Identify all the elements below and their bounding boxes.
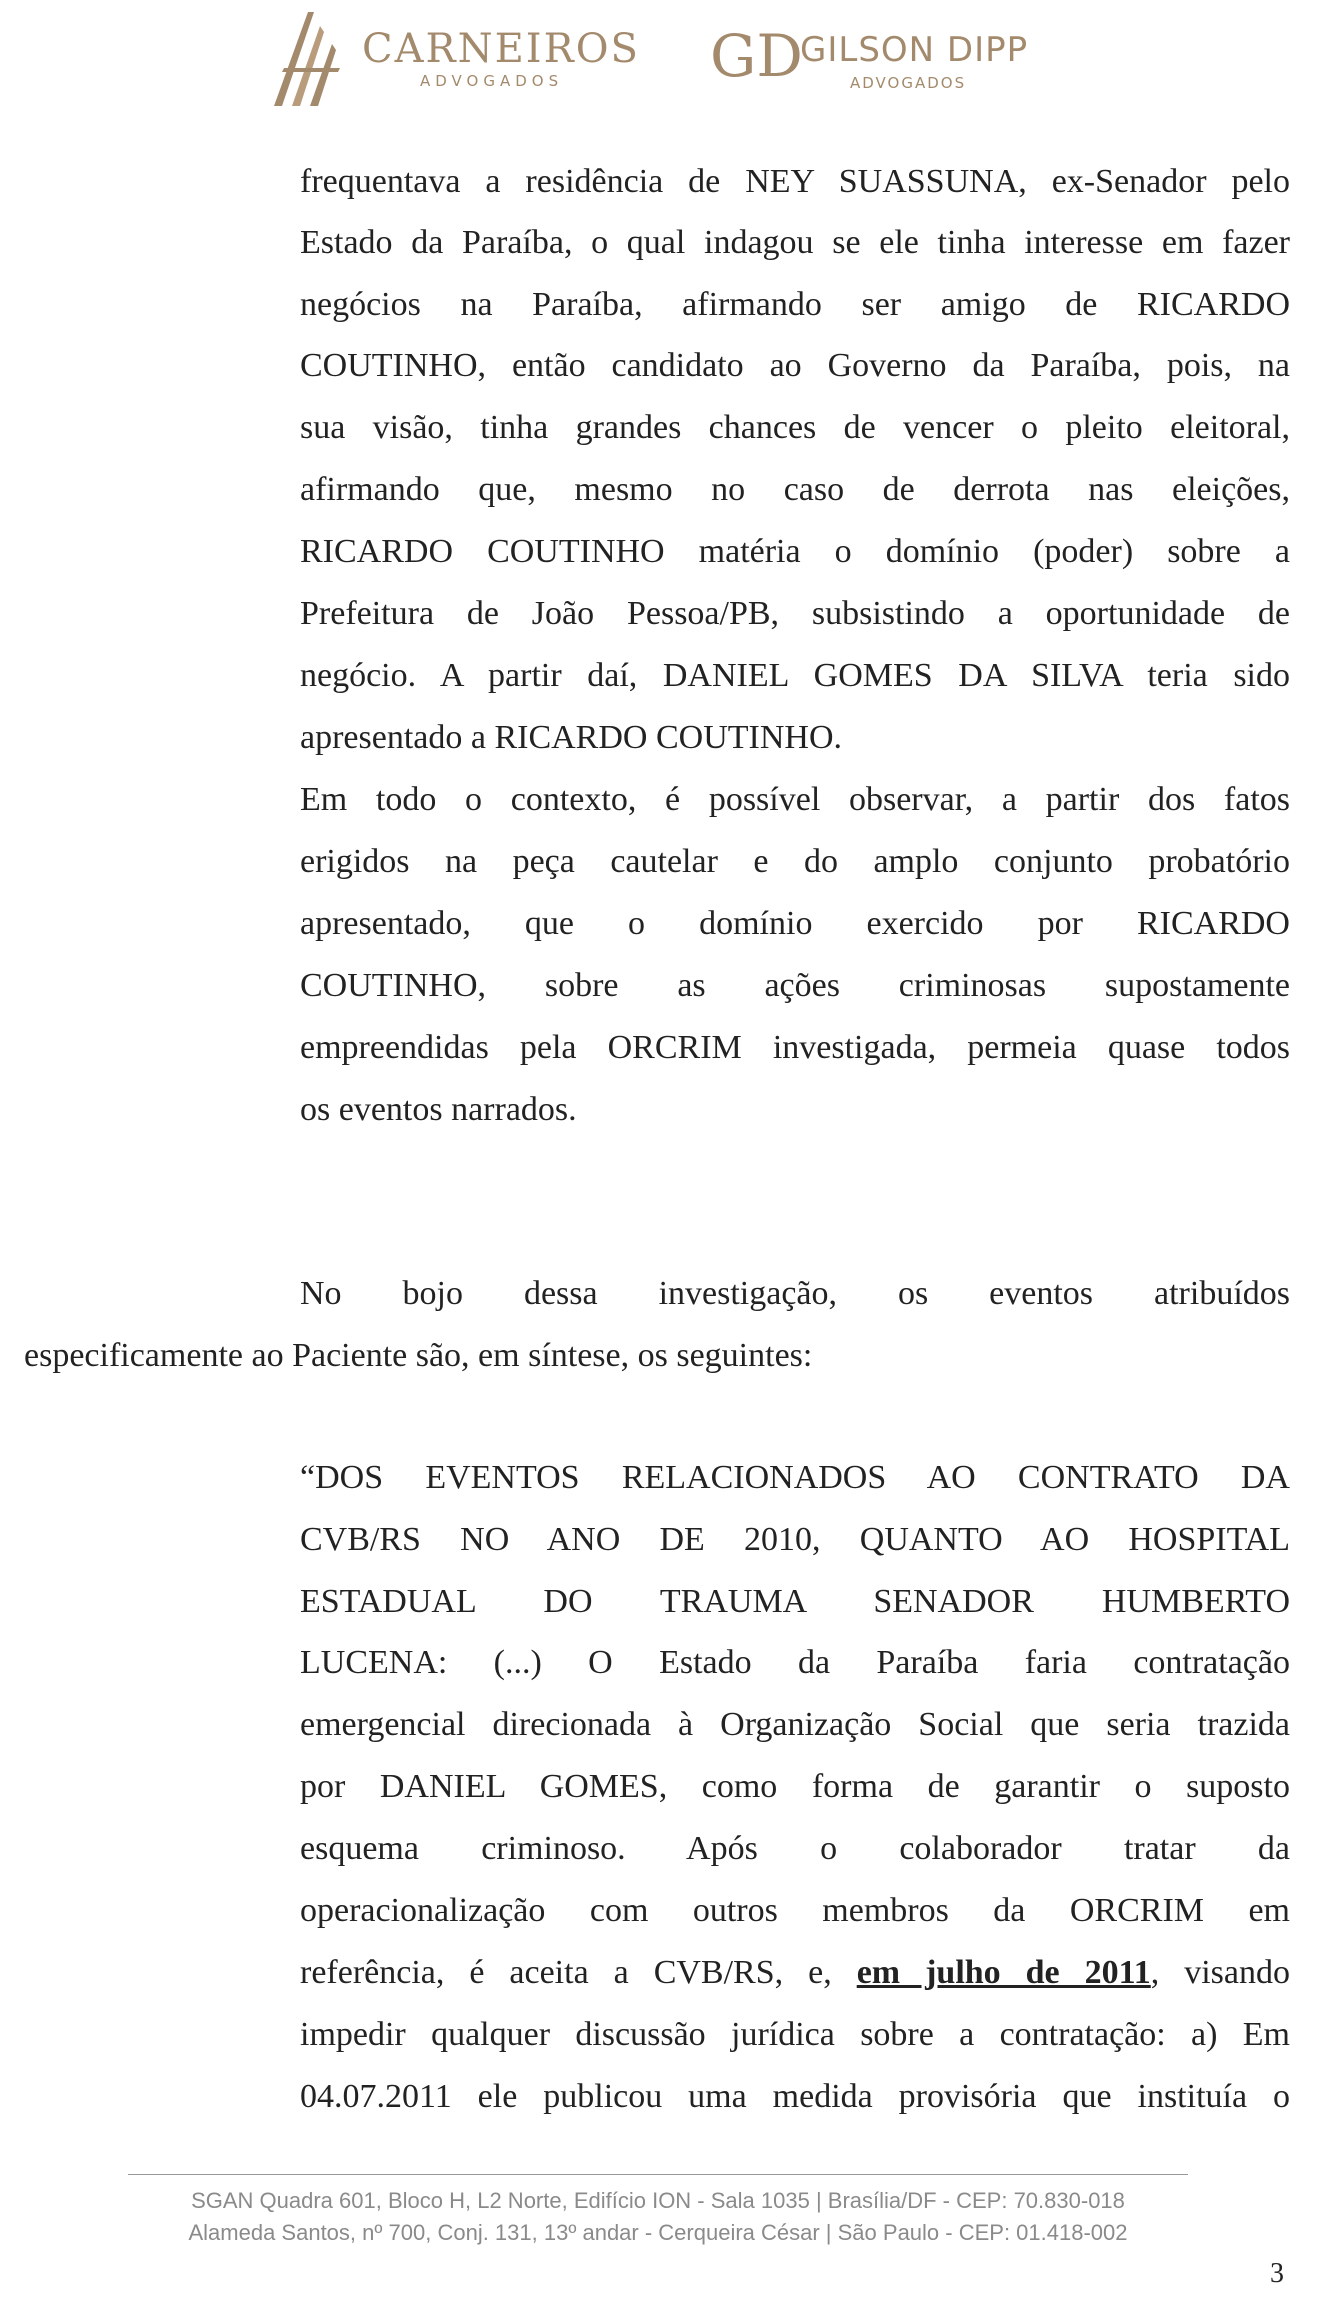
quote-line: esquema criminoso. Após o colaborador tratar da [300,1830,1290,1867]
text-line: os eventos narrados. [300,1091,577,1128]
text-line: frequentava a residência de NEY SUASSUNA, ex-Senador pelo [300,163,1290,200]
text-line: Estado da Paraíba, o qual indagou se ele tinha interesse em fazer [300,224,1290,261]
text-line: negócio. A partir daí, DANIEL GOMES DA SILVA teria sido [300,657,1290,694]
quote-line: 04.07.2011 ele publicou uma medida provisória que instituía o [300,2078,1290,2115]
text-line: Em todo o contexto, é possível observar, a partir dos fatos [300,781,1290,818]
page-number: 3 [1270,2258,1284,2289]
quote-line: ESTADUAL DO TRAUMA SENADOR HUMBERTO [300,1583,1290,1620]
text-line: sua visão, tinha grandes chances de vencer o pleito eleitoral, [300,409,1290,446]
footer-address-brasilia: SGAN Quadra 601, Bloco H, L2 Norte, Edifício ION - Sala 1035 | Brasília/DF - CEP: 70.830-018 [191,2188,1125,2213]
footer-address-sao-paulo: Alameda Santos, nº 700, Conj. 131, 13º andar - Cerqueira César | São Paulo - CEP: 01.418-002 [188,2220,1128,2245]
quote-emphasis: em julho de 2011 [856,1954,1151,1991]
quote-line: LUCENA: (...) O Estado da Paraíba faria contratação [300,1644,1290,1681]
text-line: COUTINHO, então candidato ao Governo da Paraíba, pois, na [300,347,1290,384]
footer-divider [128,2174,1188,2175]
quote-line: operacionalização com outros membros da ORCRIM em [300,1892,1290,1929]
intro-line: No bojo dessa investigação, os eventos atribuídos [300,1275,1290,1312]
carneiros-logo-icon [270,6,348,110]
carneiros-name: CARNEIROS [362,26,640,72]
quote-text: , visando [1150,1954,1291,1991]
text-line: negócios na Paraíba, afirmando ser amigo de RICARDO [300,286,1290,323]
gilson-dipp-subtitle: ADVOGADOS [850,74,967,92]
text-line: empreendidas pela ORCRIM investigada, permeia quase todos [300,1029,1290,1066]
quote-line [300,1951,1290,1995]
gilson-dipp-name: GILSON DIPP [800,30,1029,70]
intro-line: especificamente ao Paciente são, em síntese, os seguintes: [24,1337,813,1374]
quote-line: emergencial direcionada à Organização Social que seria trazida [300,1706,1290,1743]
monogram-text: GD [710,22,803,90]
carneiros-subtitle: ADVOGADOS [420,72,564,90]
text-line: RICARDO COUTINHO matéria o domínio (poder) sobre a [300,533,1290,570]
quote-line: “DOS EVENTOS RELACIONADOS AO CONTRATO DA [300,1459,1290,1496]
text-line: apresentado, que o domínio exercido por RICARDO [300,905,1290,942]
letterhead [270,0,1070,120]
quote-text: referência, é aceita a CVB/RS, e, [300,1954,832,1991]
text-line: apresentado a RICARDO COUTINHO. [300,719,843,756]
quote-line: CVB/RS NO ANO DE 2010, QUANTO AO HOSPITAL [300,1521,1290,1558]
text-line: Prefeitura de João Pessoa/PB, subsistindo a oportunidade de [300,595,1290,632]
gilson-dipp-monogram-icon [708,18,803,98]
text-line: erigidos na peça cautelar e do amplo conjunto probatório [300,843,1290,880]
text-line: afirmando que, mesmo no caso de derrota nas eleições, [300,471,1290,508]
quote-line: por DANIEL GOMES, como forma de garantir o suposto [300,1768,1290,1805]
text-line: COUTINHO, sobre as ações criminosas supostamente [300,967,1290,1004]
quote-line: impedir qualquer discussão jurídica sobre a contratação: a) Em [300,2016,1290,2053]
